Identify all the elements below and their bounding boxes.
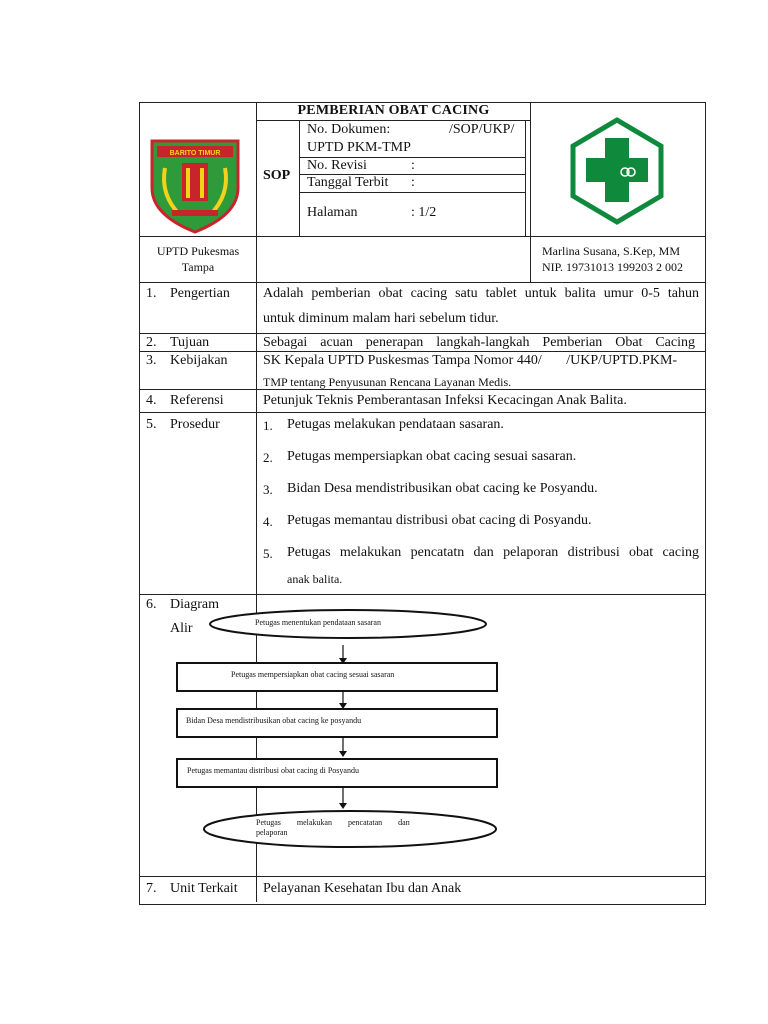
step-4-text: Petugas memantau distribusi obat cacing di Posyandu.: [287, 513, 592, 528]
section-3-text-line2: TMP tentang Penyusunan Rencana Layanan Medis.: [263, 375, 512, 389]
revision-value: :: [411, 158, 415, 173]
revision-label: No. Revisi: [307, 158, 367, 173]
section-4-text: Petunjuk Teknis Pemberantasan Infeksi Kecacingan Anak Balita.: [263, 393, 627, 408]
section-2-text: Sebagai acuan penerapan langkah-langkah Pemberian Obat Cacing: [263, 335, 695, 350]
issue-date-label: Tanggal Terbit: [307, 175, 389, 190]
step-2-text: Petugas mempersiapkan obat cacing sesuai sasaran.: [287, 449, 577, 464]
flow-arrowhead-4: [339, 803, 347, 809]
step-4-number: 4.: [263, 514, 273, 529]
org-name-line1: UPTD Pukesmas: [156, 244, 240, 258]
doc-number-label: No. Dokumen:: [307, 122, 391, 137]
step-3-text: Bidan Desa mendistribusikan obat cacing ke Posyandu.: [287, 481, 598, 496]
flow-node-1-text: Petugas menentukan pendataan sasaran: [255, 618, 381, 627]
section-7-text: Pelayanan Kesehatan Ibu dan Anak: [263, 881, 462, 896]
step-1-text: Petugas melakukan pendataan sasaran.: [287, 417, 504, 432]
issue-date-value: :: [411, 175, 415, 190]
section-4-label: Referensi: [170, 393, 224, 408]
section-3-text-line1: SK Kepala UPTD Puskesmas Tampa Nomor 440/ /UKP/UPTD.PKM-: [263, 353, 678, 368]
page-label: Halaman: [307, 205, 358, 220]
org-name-line2: Tampa: [181, 260, 215, 274]
section-1-text-line2: untuk diminum malam hari sebelum tidur.: [263, 311, 499, 326]
doc-number-value-2: UPTD PKM-TMP: [307, 140, 411, 155]
page-value: : 1/2: [411, 205, 437, 220]
section-6-number: 6.: [146, 597, 157, 612]
flow-arrowhead-3: [339, 751, 347, 757]
flow-node-3-text: Bidan Desa mendistribusikan obat cacing ke posyandu: [186, 716, 362, 725]
section-3-number: 3.: [146, 353, 157, 368]
step-2-number: 2.: [263, 450, 273, 465]
step-5-number: 5.: [263, 546, 273, 561]
signatory-name: Marlina Susana, S.Kep, MM: [542, 244, 680, 258]
section-5-number: 5.: [146, 417, 157, 432]
step-3-number: 3.: [263, 482, 273, 497]
section-3-label: Kebijakan: [170, 353, 228, 368]
section-1-number: 1.: [146, 286, 157, 301]
flow-node-4-text: Petugas memantau distribusi obat cacing di Posyandu: [187, 766, 359, 775]
sop-label: SOP: [263, 168, 291, 183]
signatory-nip: NIP. 19731013 199203 2 002: [542, 260, 684, 274]
section-2-number: 2.: [146, 335, 157, 350]
svg-text:BARITO TIMUR: BARITO TIMUR: [169, 150, 221, 157]
section-6-label-2: Alir: [170, 621, 193, 636]
section-7-number: 7.: [146, 881, 157, 896]
section-2-label: Tujuan: [170, 335, 210, 350]
document-title: PEMBERIAN OBAT CACING: [297, 103, 490, 118]
step-1-number: 1.: [263, 418, 273, 433]
flow-node-2-text: Petugas mempersiapkan obat cacing sesuai sasaran: [231, 670, 395, 679]
step-5-text: Petugas melakukan pencatatn dan pelaporan distribusi obat cacing: [287, 545, 699, 560]
section-1-text-line1: Adalah pemberian obat cacing satu tablet untuk balita umur 0-5 tahun: [263, 286, 699, 301]
section-5-label: Prosedur: [170, 417, 220, 432]
section-7-label: Unit Terkait: [170, 881, 238, 896]
step-5-text-cont: anak balita.: [287, 572, 343, 586]
doc-number-value: /SOP/UKP/: [449, 122, 515, 137]
section-1-label: Pengertian: [170, 286, 230, 301]
flow-node-5-text-line2: pelaporan: [256, 828, 288, 837]
flow-node-5-text-line1: Petugas melakukan pencatatan dan: [256, 818, 410, 827]
flow-end-ellipse: [204, 811, 496, 847]
section-6-label: Diagram: [170, 597, 219, 612]
section-4-number: 4.: [146, 393, 157, 408]
